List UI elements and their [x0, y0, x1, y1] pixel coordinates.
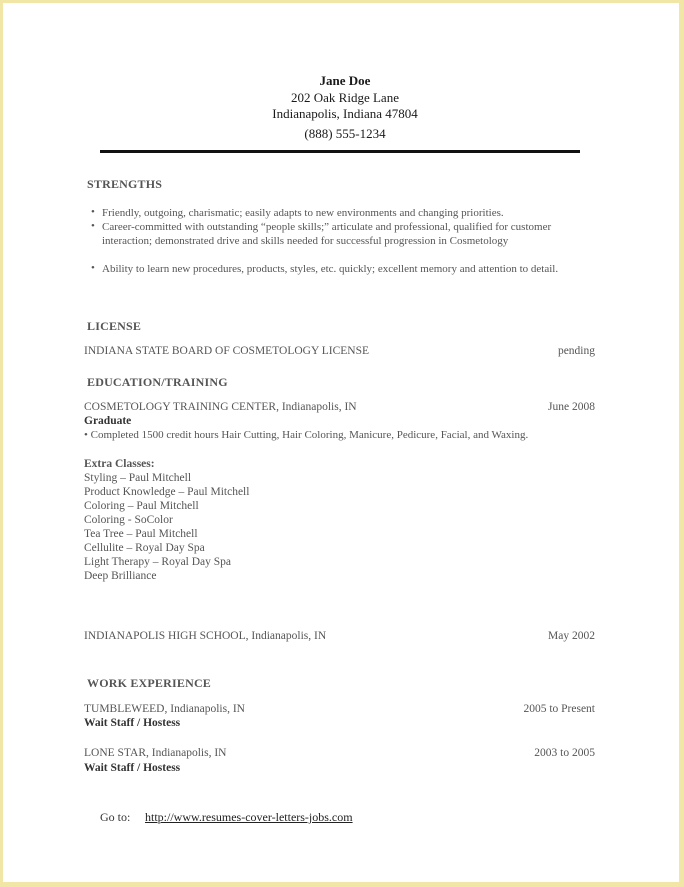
- section-title-education: EDUCATION/TRAINING: [87, 375, 228, 389]
- extra-class-item: Coloring – Paul Mitchell: [84, 500, 199, 512]
- bullet-marker: •: [91, 262, 95, 274]
- extra-class-item: Deep Brilliance: [84, 570, 157, 582]
- school-1-degree: Graduate: [84, 415, 132, 427]
- header-divider: [100, 150, 580, 153]
- section-title-strengths: STRENGTHS: [87, 177, 163, 191]
- extra-class-item: Product Knowledge – Paul Mitchell: [84, 486, 250, 498]
- school-1-detail: • Completed 1500 credit hours Hair Cutting, Hair Coloring, Manicure, Pedicure, Facial, and Waxing.: [84, 429, 529, 441]
- job-2-employer: LONE STAR, Indianapolis, IN: [84, 747, 227, 759]
- bullet-marker: •: [91, 220, 95, 232]
- strength-item: Career-committed with outstanding “people skills;” articulate and professional, qualified for customer interaction; demonstrated drive and skills needed for successful progression in Cosmetology: [102, 221, 552, 247]
- strength-item: Ability to learn new procedures, products, styles, etc. quickly; excellent memory and attention to detail.: [102, 263, 559, 275]
- goto-label: Go to:: [100, 810, 131, 824]
- school-1-name: COSMETOLOGY TRAINING CENTER, Indianapolis, IN: [84, 401, 357, 413]
- applicant-name: Jane Doe: [319, 73, 371, 88]
- section-title-work: WORK EXPERIENCE: [87, 676, 212, 690]
- school-2-date: May 2002: [548, 630, 595, 642]
- job-2-role: Wait Staff / Hostess: [84, 762, 181, 774]
- extra-classes-title: Extra Classes:: [84, 458, 155, 470]
- school-1-date: June 2008: [548, 401, 595, 413]
- license-name: INDIANA STATE BOARD OF COSMETOLOGY LICENSE: [84, 345, 369, 357]
- section-title-license: LICENSE: [87, 319, 142, 333]
- phone-number: (888) 555-1234: [304, 126, 386, 141]
- job-2-dates: 2003 to 2005: [534, 747, 595, 759]
- extra-class-item: Styling – Paul Mitchell: [84, 472, 192, 484]
- extra-class-item: Cellulite – Royal Day Spa: [84, 542, 205, 554]
- address-line-1: 202 Oak Ridge Lane: [291, 90, 399, 105]
- job-1-role: Wait Staff / Hostess: [84, 717, 181, 729]
- license-status: pending: [557, 345, 595, 357]
- bullet-marker: •: [91, 206, 95, 218]
- address-line-2: Indianapolis, Indiana 47804: [272, 106, 418, 121]
- job-1-dates: 2005 to Present: [523, 703, 595, 715]
- resume-page: [3, 3, 679, 882]
- job-1-employer: TUMBLEWEED, Indianapolis, IN: [84, 703, 245, 715]
- extra-class-item: Tea Tree – Paul Mitchell: [84, 528, 198, 540]
- extra-class-item: Light Therapy – Royal Day Spa: [84, 556, 232, 568]
- extra-class-item: Coloring - SoColor: [84, 514, 173, 526]
- strength-item: Friendly, outgoing, charismatic; easily adapts to new environments and changing priorities.: [102, 207, 504, 219]
- resume-site-link[interactable]: http://www.resumes-cover-letters-jobs.com: [145, 810, 353, 824]
- school-2-name: INDIANAPOLIS HIGH SCHOOL, Indianapolis, IN: [84, 630, 327, 642]
